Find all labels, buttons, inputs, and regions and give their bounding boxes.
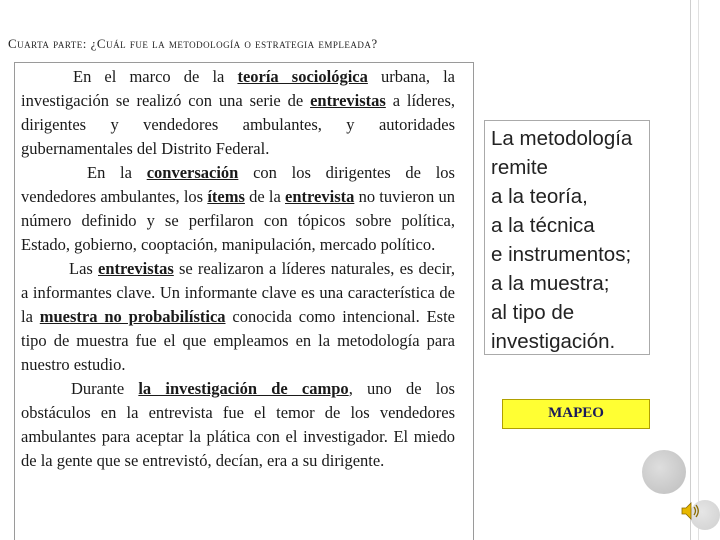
paragraph-3 — [21, 257, 455, 377]
summary-line: e instrumentos; — [491, 243, 632, 266]
highlight-term: muestra no probabilística — [39, 307, 226, 326]
highlight-term: entrevistas — [310, 91, 386, 110]
summary-line: La metodología — [491, 127, 633, 150]
text-run: urbana, la investigación se realizó con una serie de — [21, 67, 455, 110]
paragraph-1 — [21, 65, 455, 161]
highlight-term: ítems — [207, 187, 245, 206]
summary-line: investigación. — [491, 330, 616, 353]
frame-line — [698, 0, 699, 540]
text-run: de la — [244, 187, 286, 206]
text-run: a líderes, dirigentes y vendedores ambulantes, y autoridades gubernamentales del Distrito Federal. — [21, 91, 455, 158]
decorative-frame — [690, 0, 720, 540]
paragraph-4 — [21, 377, 455, 473]
frame-line — [690, 0, 691, 540]
mapeo-button[interactable]: MAPEO — [502, 399, 650, 429]
text-run: Las — [69, 259, 99, 278]
highlight-term: entrevista — [285, 187, 355, 206]
summary-line: al tipo de — [491, 301, 575, 324]
text-run: , uno de los obstáculos en la entrevista fue el temor de los vendedores ambulantes para aceptar la plática con el investigador. El miedo de la gente que se entrevistó, decían, era a su dirigente. — [21, 379, 455, 470]
text-run: En la — [87, 163, 147, 182]
speaker-icon[interactable] — [680, 500, 702, 522]
summary-box — [484, 120, 650, 355]
text-run: Durante — [71, 379, 139, 398]
paragraph-2 — [21, 161, 455, 257]
text-run: no tuvieron un número definido y se perfilaron con tópicos sobre política, Estado, gobierno, cooptación, manipulación, mercado político. — [21, 187, 455, 254]
summary-line: a la técnica — [491, 214, 595, 237]
summary-line: a la muestra; — [491, 272, 610, 295]
text-run: con los dirigentes de los vendedores ambulantes, los — [21, 163, 455, 206]
text-run: conocida como intencional. Este tipo de muestra fue el que empleamos en la metodología para nuestro estudio. — [21, 307, 455, 374]
summary-line: remite — [491, 156, 548, 179]
title-prefix: Cuarta parte — [8, 36, 83, 51]
title-rest: : ¿Cuál fue la metodología o estrategia empleada? — [82, 36, 378, 51]
slide-title — [8, 36, 648, 52]
highlight-term: teoría sociológica — [237, 67, 368, 86]
highlight-term: conversación — [146, 163, 239, 182]
text-run: se realizaron a líderes naturales, es decir, a informantes clave. Un informante clave es una característica de la — [21, 259, 455, 326]
main-text-box — [14, 62, 474, 540]
text-run: En el marco de la — [73, 67, 238, 86]
summary-line: a la teoría, — [491, 185, 588, 208]
highlight-term: la investigación de campo — [138, 379, 349, 398]
decorative-circle — [642, 450, 686, 494]
highlight-term: entrevistas — [98, 259, 174, 278]
